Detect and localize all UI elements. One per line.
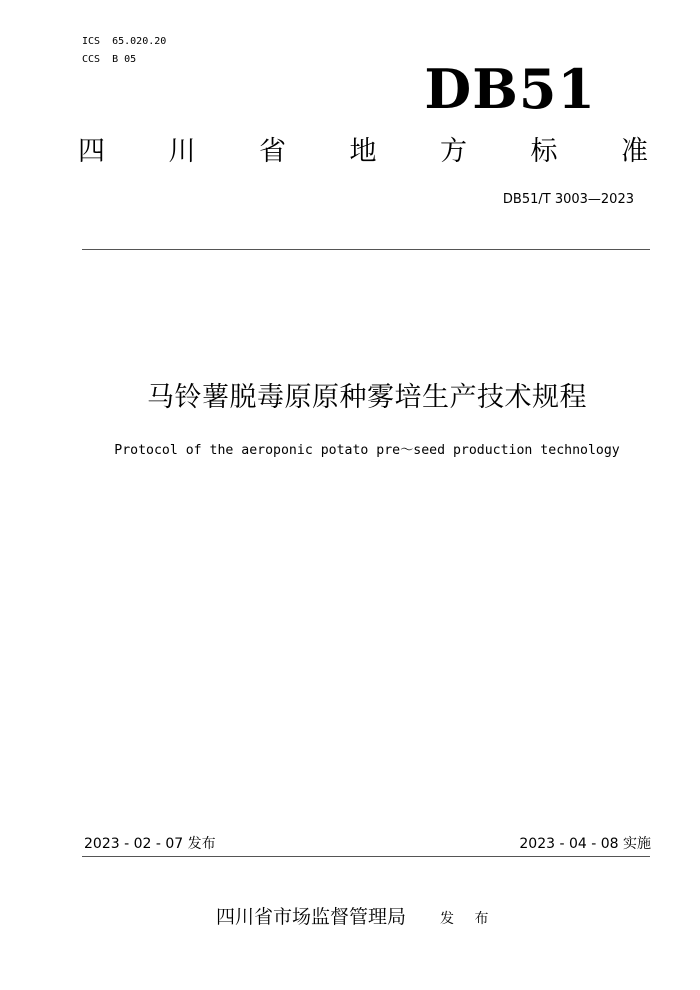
implementation-date: 2023 - 04 - 08 实施: [519, 836, 651, 852]
document-title-english: Protocol of the aeroponic potato pre～seed production technology: [114, 443, 620, 458]
standard-mark: DB51: [424, 57, 596, 121]
issuer-block: [216, 904, 496, 932]
standard-level-char: 四: [78, 136, 105, 167]
footer-divider: [82, 856, 650, 857]
issuing-authority: 四川省市场监督管理局: [216, 906, 407, 928]
standard-level-char: 省: [259, 136, 286, 167]
document-title-chinese: 马铃薯脱毒原原种雾培生产技术规程: [147, 382, 587, 413]
standard-level-char: 地: [349, 136, 377, 167]
standard-number: DB51/T 3003—2023: [502, 192, 634, 207]
issue-label: 发 布: [440, 911, 497, 927]
issue-date: 2023 - 02 - 07 发布: [84, 836, 216, 852]
standard-level-char: 标: [530, 136, 558, 167]
header-divider: [82, 249, 650, 250]
ccs-code: CCS B 05: [82, 54, 137, 65]
standard-level-char: 准: [621, 136, 648, 167]
standard-level-char: 方: [440, 136, 467, 167]
standard-level-heading: [78, 134, 648, 170]
standard-level-char: 川: [168, 136, 196, 167]
ics-code: ICS 65.020.20: [82, 36, 167, 47]
